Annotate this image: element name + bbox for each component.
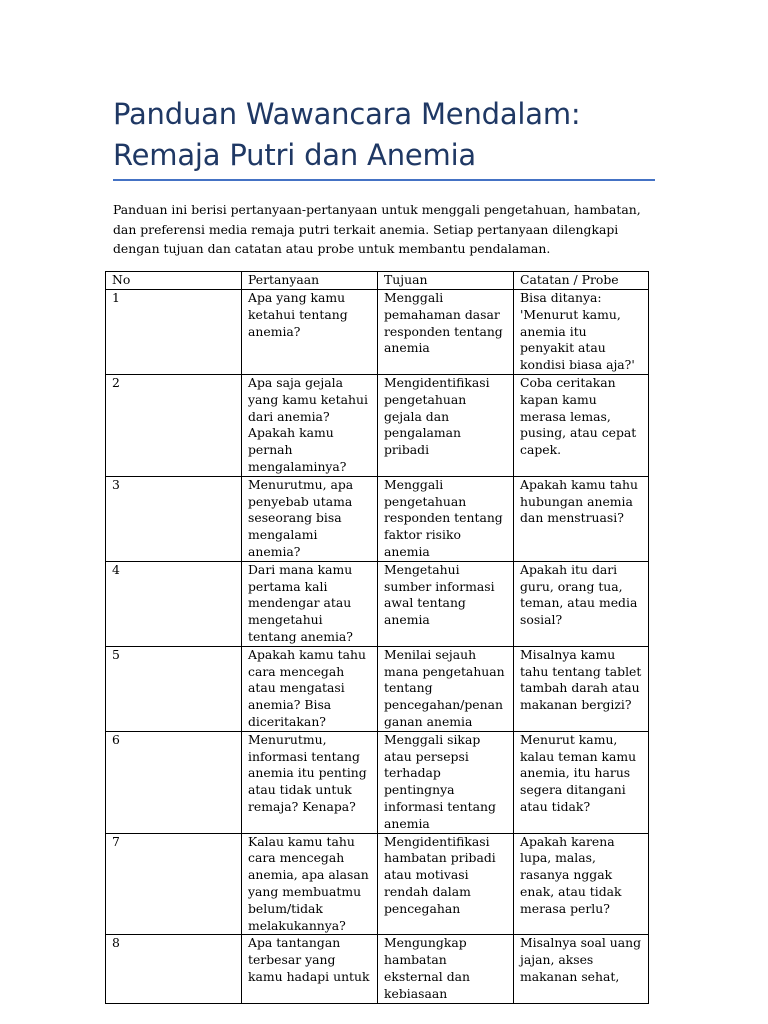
table-row xyxy=(106,375,649,477)
interview-guide-table xyxy=(105,271,649,1004)
table-row xyxy=(106,290,649,375)
table-header-row xyxy=(106,272,649,290)
cell-no: 4 xyxy=(106,561,242,646)
cell-probe: Apakah itu dari guru, orang tua, teman, atau media sosial? xyxy=(514,561,649,646)
header-purpose: Tujuan xyxy=(378,272,514,290)
table-row xyxy=(106,646,649,731)
cell-question: Apakah kamu tahu cara mencegah atau mengatasi anemia? Bisa diceritakan? xyxy=(242,646,378,731)
cell-probe: Misalnya soal uang jajan, akses makanan sehat, xyxy=(514,935,649,1003)
cell-no: 1 xyxy=(106,290,242,375)
title-underline xyxy=(113,179,655,181)
cell-probe: Bisa ditanya: 'Menurut kamu, anemia itu penyakit atau kondisi biasa aja?' xyxy=(514,290,649,375)
header-question: Pertanyaan xyxy=(242,272,378,290)
document-title xyxy=(113,94,658,176)
cell-no: 3 xyxy=(106,476,242,561)
table-row xyxy=(106,833,649,935)
cell-probe: Apakah kamu tahu hubungan anemia dan menstruasi? xyxy=(514,476,649,561)
cell-question: Apa tantangan terbesar yang kamu hadapi untuk xyxy=(242,935,378,1003)
cell-question: Menurutmu, informasi tentang anemia itu penting atau tidak untuk remaja? Kenapa? xyxy=(242,731,378,833)
cell-probe: Menurut kamu, kalau teman kamu anemia, itu harus segera ditangani atau tidak? xyxy=(514,731,649,833)
cell-purpose: Mengidentifikasi pengetahuan gejala dan pengalaman pribadi xyxy=(378,375,514,477)
cell-purpose: Menggali sikap atau persepsi terhadap pentingnya informasi tentang anemia xyxy=(378,731,514,833)
cell-no: 5 xyxy=(106,646,242,731)
cell-question: Dari mana kamu pertama kali mendengar atau mengetahui tentang anemia? xyxy=(242,561,378,646)
cell-probe: Coba ceritakan kapan kamu merasa lemas, pusing, atau cepat capek. xyxy=(514,375,649,477)
cell-question: Menurutmu, apa penyebab utama seseorang bisa mengalami anemia? xyxy=(242,476,378,561)
cell-probe: Misalnya kamu tahu tentang tablet tambah darah atau makanan bergizi? xyxy=(514,646,649,731)
table-row xyxy=(106,561,649,646)
header-no: No xyxy=(106,272,242,290)
cell-purpose: Menggali pemahaman dasar responden tentang anemia xyxy=(378,290,514,375)
cell-purpose: Mengetahui sumber informasi awal tentang anemia xyxy=(378,561,514,646)
intro-paragraph: Panduan ini berisi pertanyaan-pertanyaan untuk menggali pengetahuan, hambatan, dan preferensi media remaja putri terkait anemia. Setiap pertanyaan dilengkapi dengan tujuan dan catatan atau probe untuk membantu pendalaman. xyxy=(113,202,641,256)
table-row xyxy=(106,476,649,561)
cell-purpose: Menilai sejauh mana pengetahuan tentang pencegahan/penanganan anemia xyxy=(378,646,514,731)
cell-question: Kalau kamu tahu cara mencegah anemia, apa alasan yang membuatmu belum/tidak melakukannya? xyxy=(242,833,378,935)
cell-question: Apa saja gejala yang kamu ketahui dari anemia? Apakah kamu pernah mengalaminya? xyxy=(242,375,378,477)
cell-purpose: Menggali pengetahuan responden tentang faktor risiko anemia xyxy=(378,476,514,561)
cell-no: 7 xyxy=(106,833,242,935)
table-row xyxy=(106,731,649,833)
cell-probe: Apakah karena lupa, malas, rasanya nggak enak, atau tidak merasa perlu? xyxy=(514,833,649,935)
cell-no: 8 xyxy=(106,935,242,1003)
cell-purpose: Mengungkap hambatan eksternal dan kebiasaan xyxy=(378,935,514,1003)
header-probe: Catatan / Probe xyxy=(514,272,649,290)
cell-purpose: Mengidentifikasi hambatan pribadi atau motivasi rendah dalam pencegahan xyxy=(378,833,514,935)
table-row xyxy=(106,935,649,1003)
cell-no: 6 xyxy=(106,731,242,833)
title-line-2: Remaja Putri dan Anemia xyxy=(113,138,476,172)
cell-no: 2 xyxy=(106,375,242,477)
title-line-1: Panduan Wawancara Mendalam: xyxy=(113,97,581,131)
cell-question: Apa yang kamu ketahui tentang anemia? xyxy=(242,290,378,375)
